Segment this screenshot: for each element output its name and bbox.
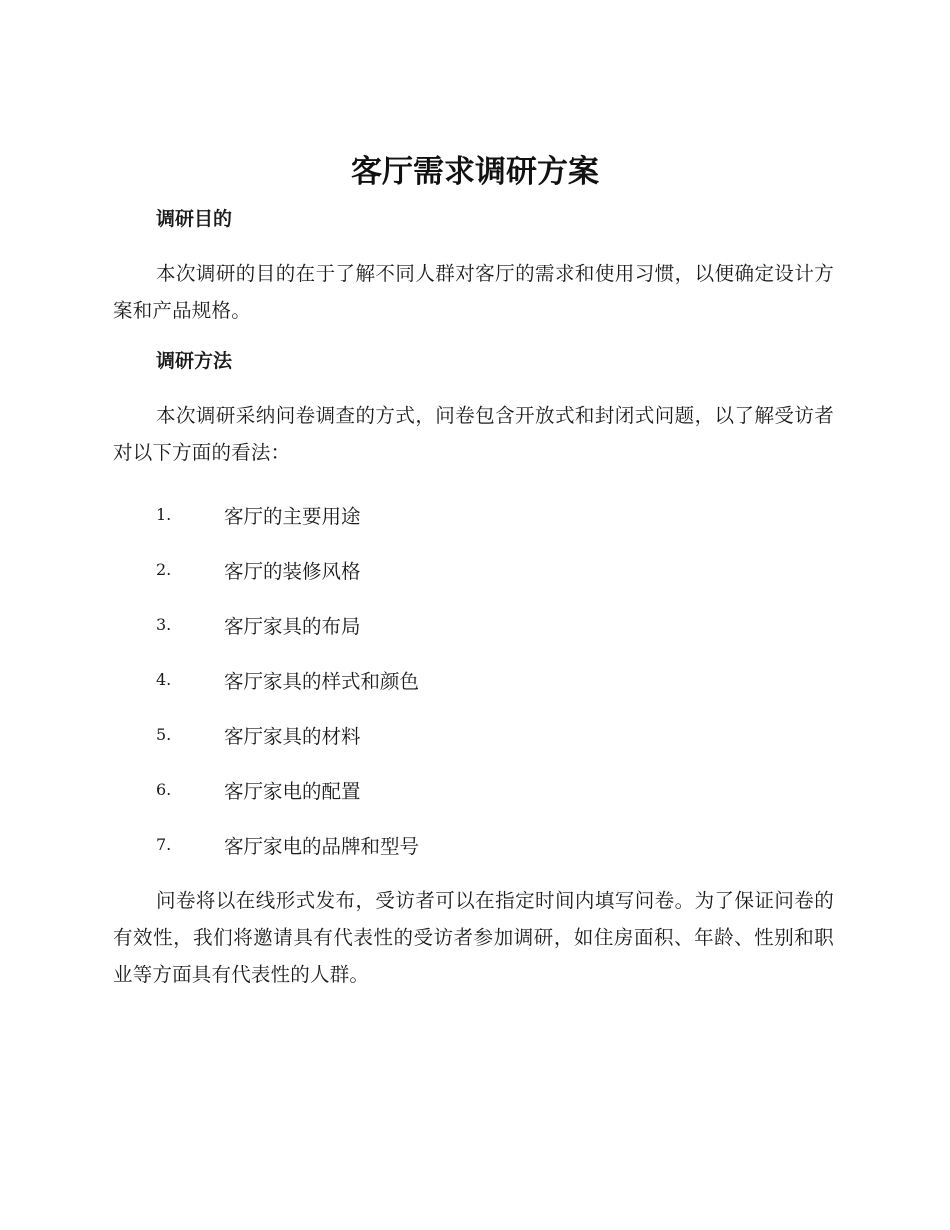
list-item [113, 817, 834, 872]
list-item [113, 762, 834, 817]
closing-paragraph: 问卷将以在线形式发布，受访者可以在指定时间内填写问卷。为了保证问卷的有效性，我们将邀请具有代表性的受访者参加调研，如住房面积、年龄、性别和职业等方面具有代表性的人群。 [113, 889, 834, 986]
list-item-number: 4. [156, 670, 172, 689]
list-item-text: 客厅家电的配置 [224, 779, 361, 803]
list-item-text: 客厅的装修风格 [224, 559, 361, 583]
list-item-number: 6. [156, 780, 172, 799]
list-item [113, 707, 834, 762]
list-item-number: 3. [156, 615, 172, 634]
list-item-text: 客厅家具的样式和颜色 [224, 669, 420, 693]
list-item-number: 1. [156, 505, 172, 524]
list-item-number: 2. [156, 560, 172, 579]
list-item [113, 652, 834, 707]
list-item [113, 597, 834, 652]
document-body [113, 201, 834, 993]
list-item [113, 487, 834, 542]
list-item-text: 客厅家具的布局 [224, 614, 361, 638]
purpose-paragraph: 本次调研的目的在于了解不同人群对客厅的需求和使用习惯，以便确定设计方案和产品规格。 [113, 262, 834, 322]
list-item-text: 客厅家具的材料 [224, 724, 361, 748]
section-heading-method: 调研方法 [156, 350, 233, 372]
method-paragraph: 本次调研采纳问卷调查的方式，问卷包含开放式和封闭式问题，以了解受访者对以下方面的看法： [113, 404, 834, 464]
list-item [113, 542, 834, 597]
list-item-number: 5. [156, 725, 172, 744]
section-heading-purpose: 调研目的 [156, 208, 233, 230]
survey-topics-list [113, 487, 834, 872]
list-item-text: 客厅的主要用途 [224, 504, 361, 528]
document-title: 客厅需求调研方案 [351, 154, 599, 190]
list-item-text: 客厅家电的品牌和型号 [224, 834, 420, 858]
list-item-number: 7. [156, 835, 172, 854]
